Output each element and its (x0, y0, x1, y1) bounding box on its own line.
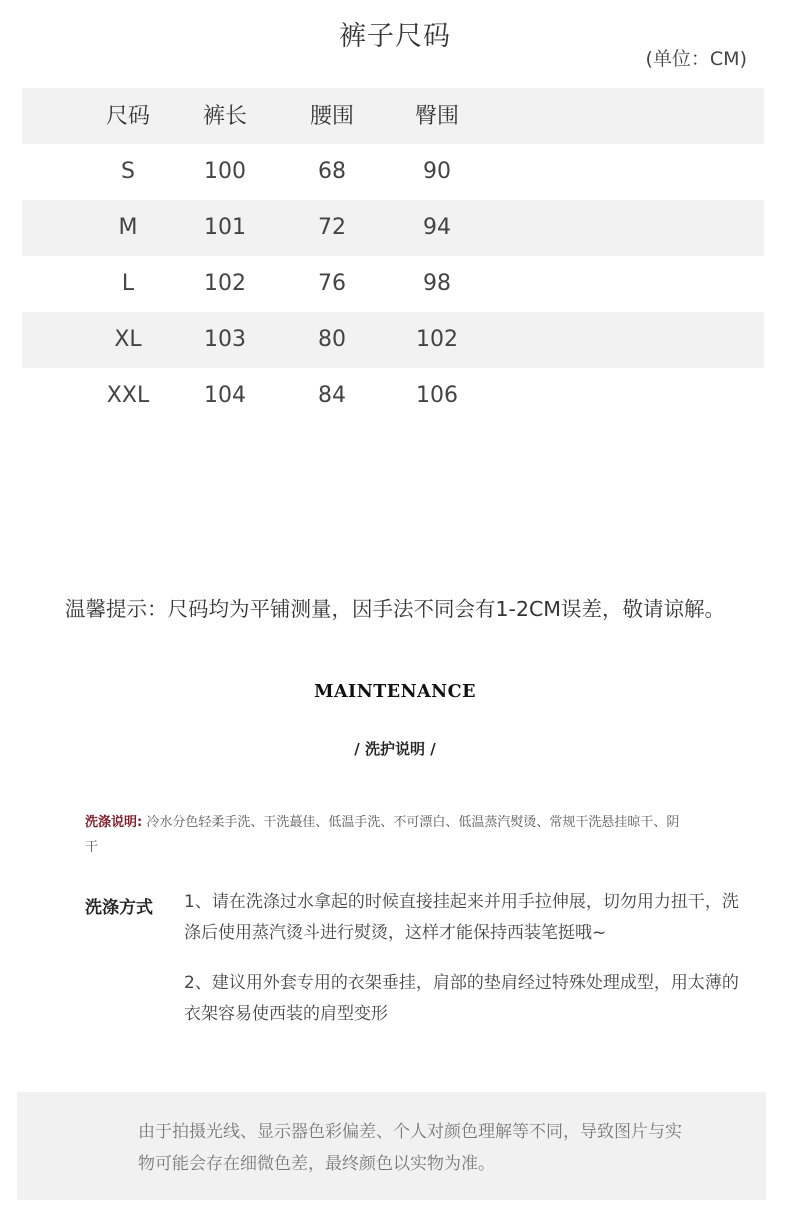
maintenance-subtitle: / 洗护说明 / (354, 740, 436, 758)
table-row (22, 256, 764, 312)
header-length: 裤长 (202, 104, 247, 129)
unit-note: (单位：CM) (645, 48, 747, 70)
hip-cell: 90 (423, 159, 451, 184)
table-header-row (22, 88, 764, 144)
hip-cell: 98 (423, 271, 451, 296)
size-cell: M (118, 215, 138, 240)
length-cell: 104 (204, 383, 246, 408)
size-cell: L (121, 271, 135, 296)
page-title: 裤子尺码 (339, 21, 451, 52)
waist-cell: 72 (318, 215, 346, 240)
wash-method-label: 洗涤方式 (85, 898, 153, 918)
header-waist: 腰围 (309, 104, 354, 129)
measurement-tip: 温馨提示：尺码均为平铺测量，因手法不同会有1-2CM误差，敬请谅解。 (65, 597, 725, 621)
length-cell: 100 (204, 159, 246, 184)
wash-method-1: 1、请在洗涤过水拿起的时候直接挂起来并用手拉伸展，切勿用力扭干，洗涤后使用蒸汽烫斗进行熨烫，这样才能保持西装笔挺哦~ (184, 892, 739, 943)
wash-method-2: 2、建议用外套专用的衣架垂挂，肩部的垫肩经过特殊处理成型，用太薄的衣架容易使西装的肩型变形 (184, 973, 739, 1024)
waist-cell: 76 (318, 271, 346, 296)
waist-cell: 68 (318, 159, 346, 184)
waist-cell: 80 (318, 327, 346, 352)
wash-instructions (85, 810, 685, 860)
header-size: 尺码 (105, 104, 150, 129)
length-cell: 103 (204, 327, 246, 352)
table-row (22, 368, 764, 424)
length-cell: 101 (204, 215, 246, 240)
length-cell: 102 (204, 271, 246, 296)
waist-cell: 84 (318, 383, 346, 408)
maintenance-title: MAINTENANCE (314, 682, 476, 702)
color-disclaimer-text: 由于拍摄光线、显示器色彩偏差、个人对颜色理解等不同，导致图片与实物可能会存在细微色差，最终颜色以实物为准。 (138, 1122, 682, 1174)
hip-cell: 102 (416, 327, 458, 352)
hip-cell: 106 (416, 383, 458, 408)
wash-text: 冷水分色轻柔手洗、干洗蕞佳、低温手洗、不可漂白、低温蒸汽熨烫、常规干洗悬挂晾干、阴干 (85, 815, 680, 855)
size-cell: XL (114, 327, 142, 352)
wash-label: 洗涤说明: (85, 815, 143, 830)
table-row (22, 200, 764, 256)
hip-cell: 94 (423, 215, 451, 240)
header-hip: 臀围 (414, 104, 459, 129)
size-cell: S (121, 159, 135, 184)
color-disclaimer-box (17, 1092, 766, 1200)
size-table (22, 88, 764, 424)
size-cell: XXL (106, 383, 150, 408)
table-row (22, 144, 764, 200)
table-row (22, 312, 764, 368)
